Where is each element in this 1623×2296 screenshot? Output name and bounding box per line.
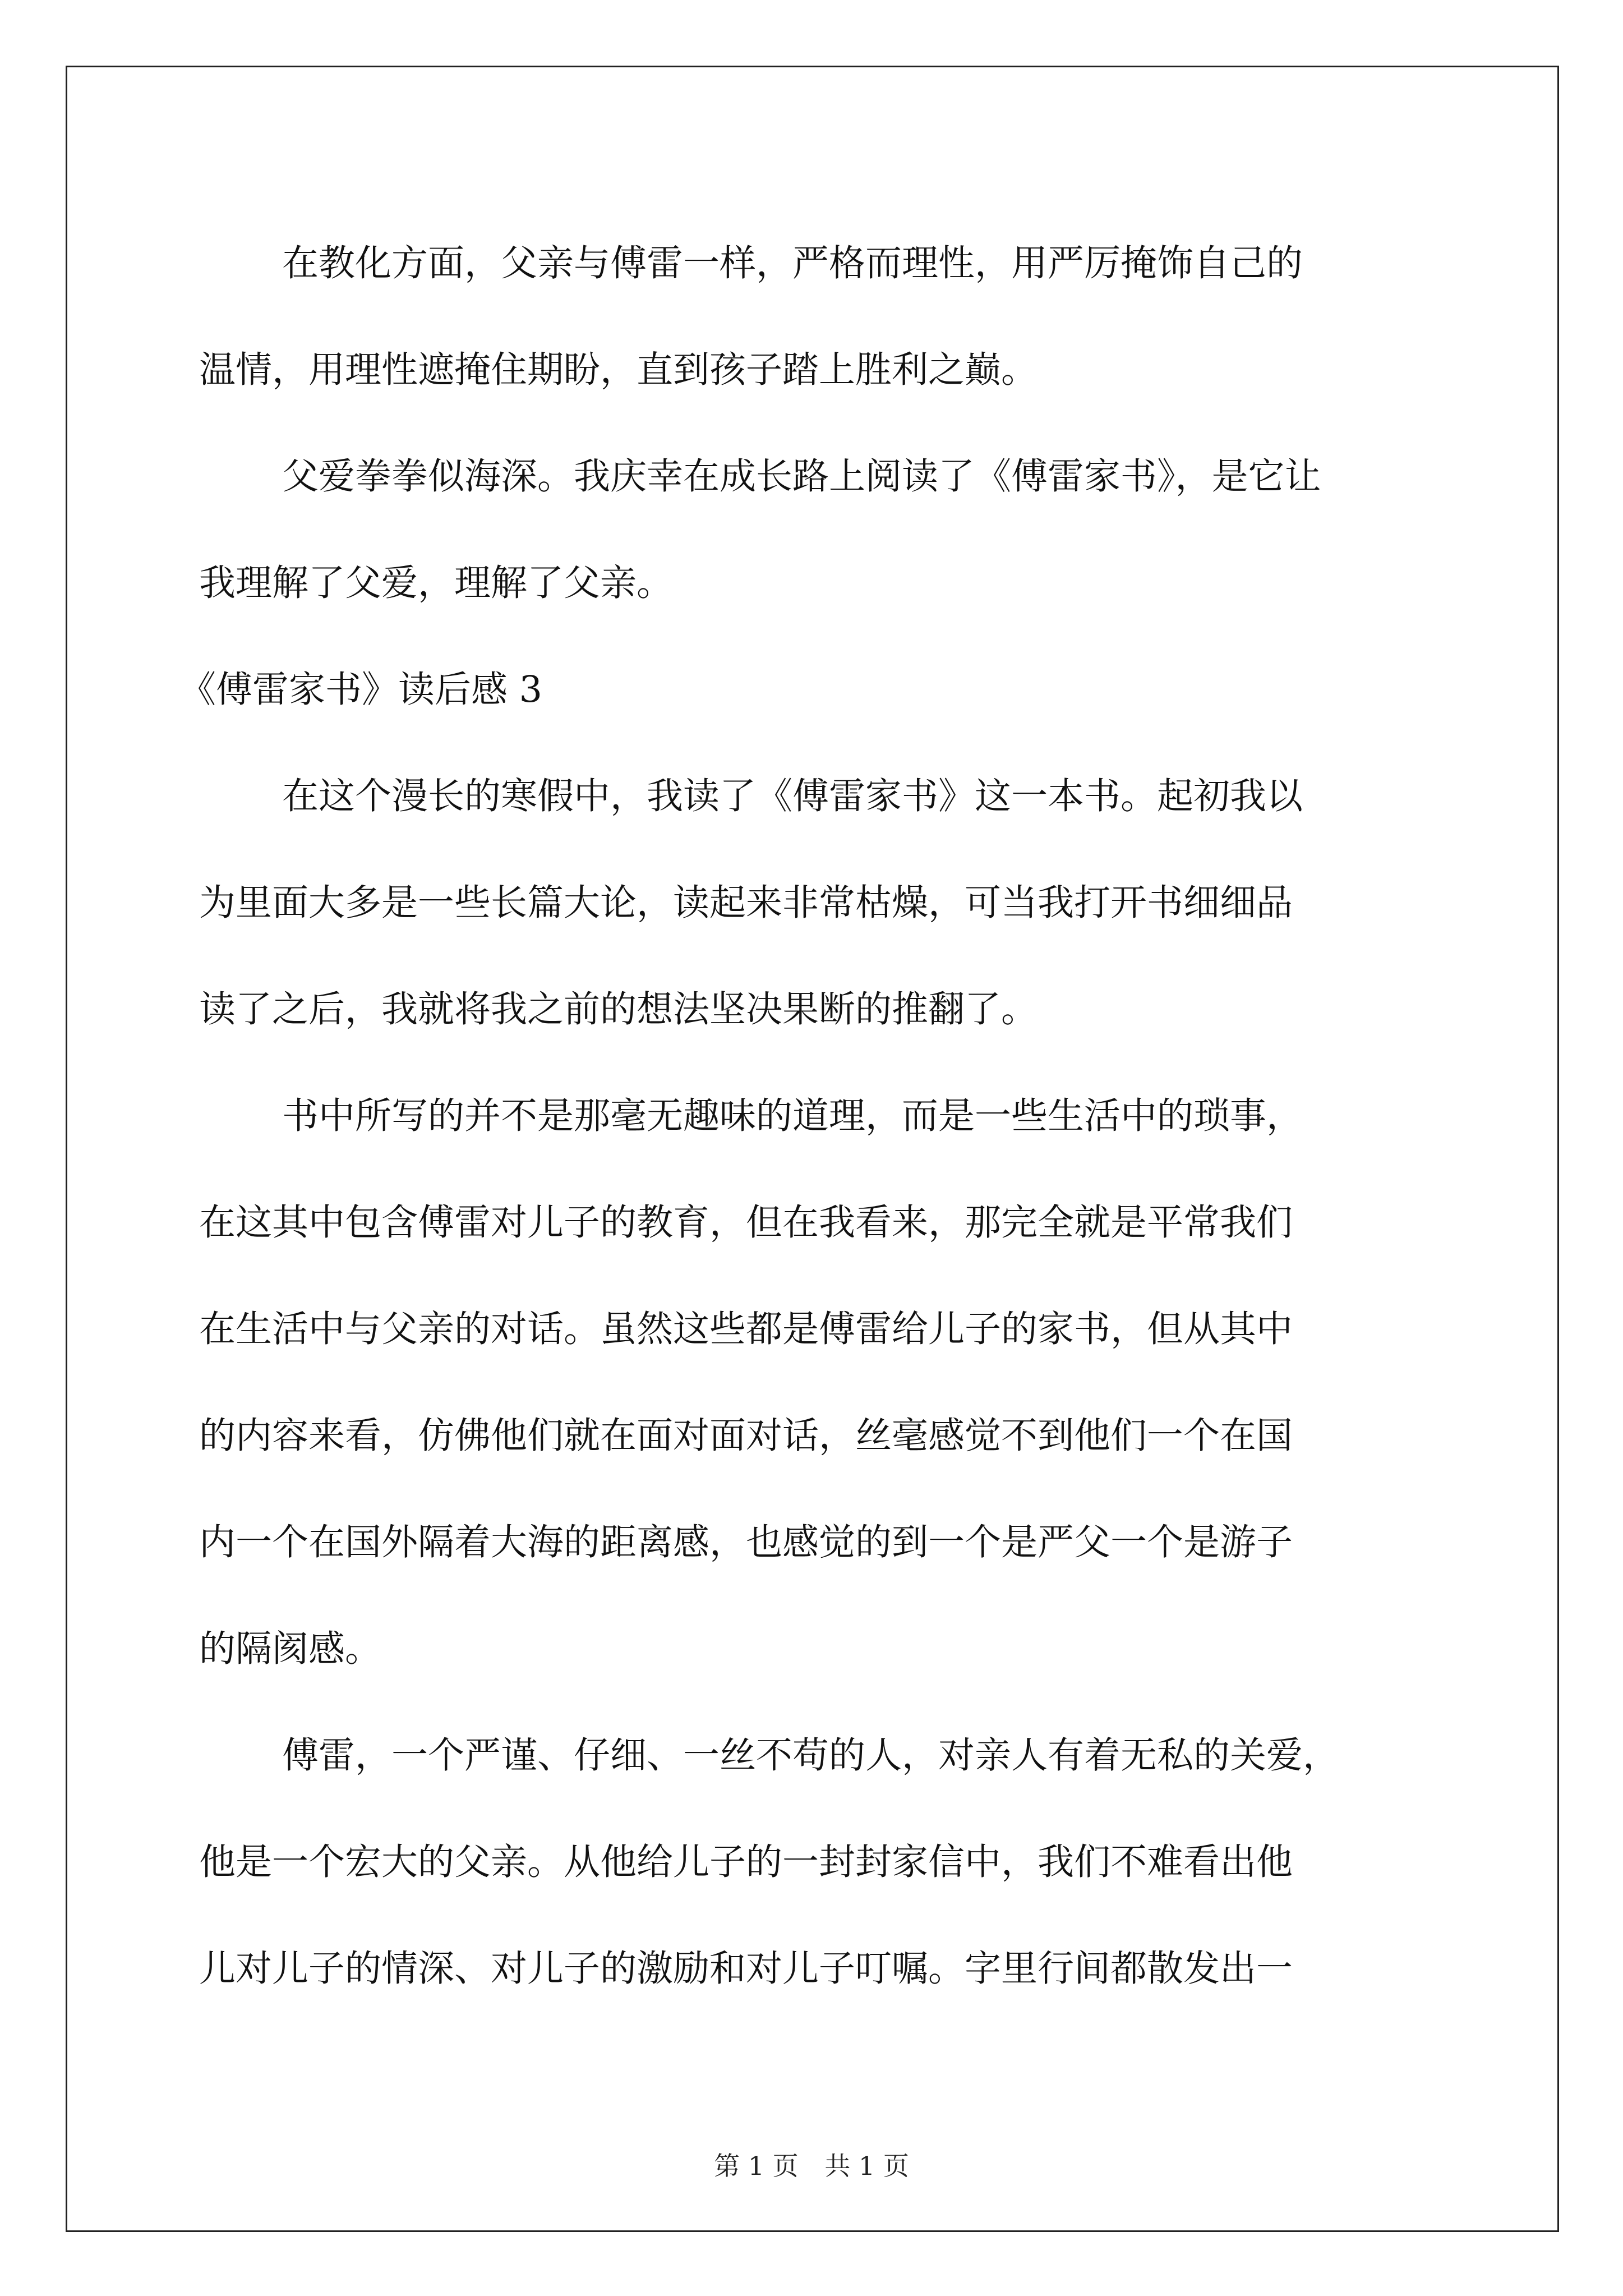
page-footer <box>0 2146 1623 2183</box>
paragraph-line: 在教化方面，父亲与傅雷一样，严格而理性，用严厉掩饰自己的 <box>282 242 1303 284</box>
paragraph-line: 的内容来看，仿佛他们就在面对面对话，丝毫感觉不到他们一个在国 <box>199 1415 1293 1457</box>
paragraph-line: 书中所写的并不是那毫无趣味的道理，而是一些生活中的琐事， <box>282 1095 1303 1137</box>
paragraph-line: 在这个漫长的寒假中，我读了《傅雷家书》这一本书。起初我以 <box>282 775 1303 817</box>
paragraph-line: 在这其中包含傅雷对儿子的教育，但在我看来，那完全就是平常我们 <box>199 1202 1293 1244</box>
paragraph-line: 内一个在国外隔着大海的距离感，也感觉的到一个是严父一个是游子 <box>199 1521 1293 1563</box>
document-body <box>179 210 1461 2022</box>
paragraph-line: 读了之后，我就将我之前的想法坚决果断的推翻了。 <box>199 988 1038 1030</box>
page-total: 共 1 页 <box>824 2151 909 2181</box>
paragraph-line: 傅雷，一个严谨、仔细、一丝不苟的人，对亲人有着无私的关爱， <box>282 1734 1340 1777</box>
section-heading: 《傅雷家书》读后感 3 <box>179 669 543 711</box>
paragraph-line: 儿对儿子的情深、对儿子的激励和对儿子叮嘱。字里行间都散发出一 <box>199 1948 1293 1990</box>
page-number: 第 1 页 <box>714 2151 799 2181</box>
paragraph-line: 为里面大多是一些长篇大论，读起来非常枯燥，可当我打开书细细品 <box>199 882 1293 924</box>
paragraph-line: 他是一个宏大的父亲。从他给儿子的一封封家信中，我们不难看出他 <box>199 1841 1293 1883</box>
paragraph-line: 我理解了父爱，理解了父亲。 <box>199 562 674 604</box>
paragraph-line: 温情，用理性遮掩住期盼，直到孩子踏上胜利之巅。 <box>199 349 1038 391</box>
paragraph-line: 在生活中与父亲的对话。虽然这些都是傅雷给儿子的家书，但从其中 <box>199 1308 1293 1350</box>
paragraph-line: 父爱拳拳似海深。我庆幸在成长路上阅读了《傅雷家书》，是它让 <box>282 455 1321 498</box>
paragraph-line: 的隔阂感。 <box>199 1628 382 1670</box>
